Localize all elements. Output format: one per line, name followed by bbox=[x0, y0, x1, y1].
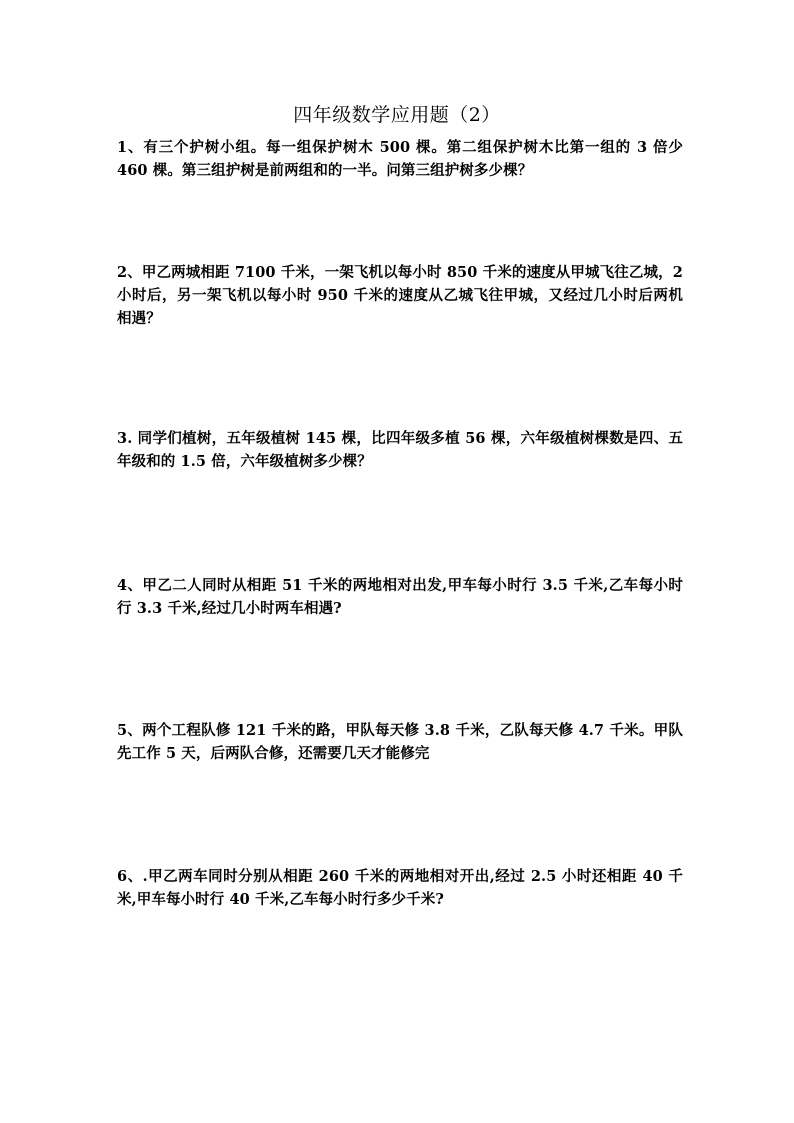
problem-text: .甲乙两车同时分别从相距 260 千米的两地相对开出,经过 2.5 小时还相距 40 千米,甲车每小时行 40 千米,乙车每小时行多少千米? bbox=[117, 868, 683, 908]
problem-number: 6、 bbox=[117, 868, 143, 885]
problem-text: 两个工程队修 121 千米的路，甲队每天修 3.8 千米，乙队每天修 4.7 千米。甲队先工作 5 天，后两队合修，还需要几天才能修完 bbox=[117, 722, 684, 762]
problem-number: 2、 bbox=[117, 264, 142, 281]
problem-1 bbox=[117, 136, 683, 182]
problem-number: 1、 bbox=[117, 139, 144, 156]
problem-number: 5、 bbox=[117, 722, 143, 739]
problem-text: 同学们植树，五年级植树 145 棵，比四年级多植 56 棵，六年级植树棵数是四、五年级和的 1.5 倍，六年级植树多少棵？ bbox=[117, 430, 683, 470]
problem-text: 甲乙二人同时从相距 51 千米的两地相对出发,甲车每小时行 3.5 千米,乙车每小时行 3.3 千米,经过几小时两车相遇? bbox=[117, 577, 684, 617]
problem-2 bbox=[117, 261, 683, 330]
page-title: 四年级数学应用题（2） bbox=[293, 104, 501, 126]
problem-text: 有三个护树小组。每一组保护树木 500 棵。第二组保护树木比第一组的 3 倍少 460 棵。第三组护树是前两组和的一半。问第三组护树多少棵？ bbox=[117, 139, 683, 179]
problem-text: 甲乙两城相距 7100 千米，一架飞机以每小时 850 千米的速度从甲城飞往乙城，2 小时后，另一架飞机以每小时 950 千米的速度从乙城飞往甲城，又经过几小时后两机相遇？ bbox=[117, 264, 683, 327]
problem-5 bbox=[117, 719, 683, 765]
problem-number: 3. bbox=[117, 430, 133, 447]
problem-3 bbox=[117, 427, 683, 473]
problem-4 bbox=[117, 574, 683, 620]
problem-6 bbox=[117, 865, 683, 911]
problem-number: 4、 bbox=[117, 577, 143, 594]
